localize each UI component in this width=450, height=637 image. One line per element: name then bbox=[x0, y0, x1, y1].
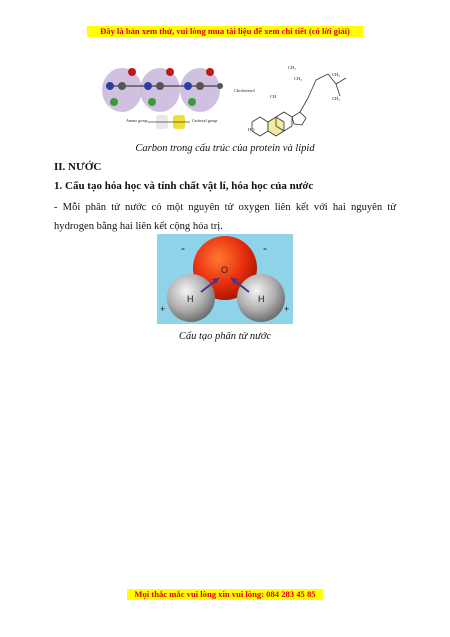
preview-banner: Đây là bản xem thử, vui lòng mua tài liệu để xem chi tiết (có lời giải) bbox=[0, 26, 450, 37]
svg-text:-: - bbox=[263, 241, 267, 255]
figure-caption: Carbon trong cấu trúc của protein và lipid bbox=[135, 143, 315, 154]
svg-text:Carboxyl group: Carboxyl group bbox=[192, 118, 218, 123]
svg-text:CH: CH bbox=[270, 94, 277, 99]
cholesterol-structure bbox=[252, 74, 346, 136]
svg-text:-: - bbox=[181, 241, 185, 255]
svg-text:H: H bbox=[258, 294, 265, 304]
svg-text:O: O bbox=[221, 265, 229, 275]
svg-text:CH₃: CH₃ bbox=[332, 96, 340, 101]
section-heading: II. NƯỚC bbox=[54, 161, 102, 173]
water-molecule-figure bbox=[157, 234, 293, 324]
protein-chain-illustration bbox=[102, 68, 223, 129]
contact-footer: Mọi thắc mắc vui lòng xin vui lòng: 084 283 45 85 bbox=[0, 589, 450, 600]
svg-text:CH₃: CH₃ bbox=[332, 72, 340, 77]
svg-text:CH₃: CH₃ bbox=[294, 76, 302, 81]
svg-text:+: + bbox=[284, 304, 290, 314]
protein-lipid-figure bbox=[100, 60, 350, 140]
svg-text:CH₃: CH₃ bbox=[288, 65, 296, 70]
svg-text:+: + bbox=[160, 304, 166, 314]
svg-text:Amino group: Amino group bbox=[126, 118, 148, 123]
water-figure-caption: Cấu tạo phân tử nước bbox=[178, 331, 272, 342]
svg-text:Cholesterol: Cholesterol bbox=[234, 88, 255, 93]
svg-text:HO: HO bbox=[248, 127, 255, 132]
svg-text:H: H bbox=[187, 294, 194, 304]
body-paragraph: - Mỗi phân tử nước có một nguyên tử oxygen liên kết với hai nguyên tử hydrogen bằng hai liên kết cộng hóa trị. bbox=[54, 202, 396, 232]
subsection-heading: 1. Cấu tạo hóa học và tính chất vật lí, hóa học của nước bbox=[54, 180, 314, 192]
